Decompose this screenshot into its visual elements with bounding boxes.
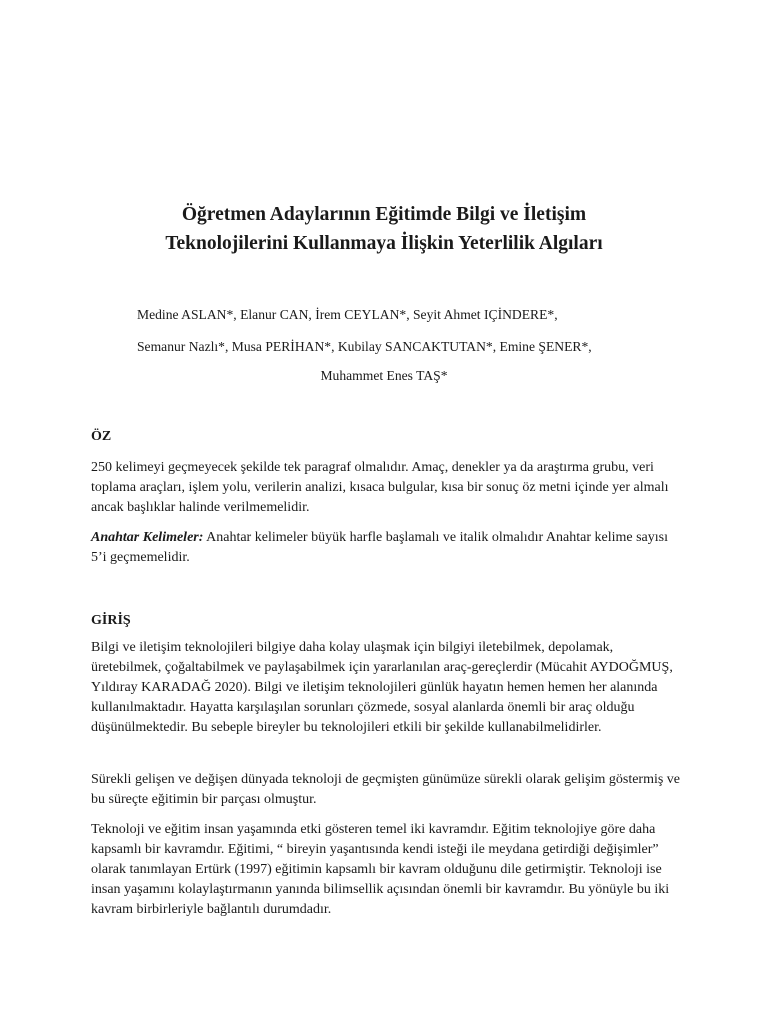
abstract-heading: ÖZ	[91, 429, 112, 444]
paper-title	[60, 200, 708, 258]
intro-paragraph-3: Teknoloji ve eğitim insan yaşamında etki gösteren temel iki kavramdır. Eğitim teknolojiye göre daha kapsamlı bir kavramdır. Eğitimi, “ bireyin yaşantısında kendi isteği ile meydana getirdiği değişimler” olarak tanımlayan Ertürk (1997) eğitimin kapsamlı bir kavram olduğunu dile getirmiştir. Teknoloji ise insan yaşamını kolaylaştırmanın yanında bilimsellik açısından önemli bir kavramdır. Bu yönüyle bu iki kavram birbirleriyle bağlantılı durumdadır.	[91, 822, 670, 917]
authors-line-1: Medine ASLAN*, Elanur CAN, İrem CEYLAN*, Seyit Ahmet IÇİNDERE*,	[137, 307, 558, 322]
authors-line-3: Muhammet Enes TAŞ*	[320, 368, 448, 383]
keywords-label: Anahtar Kelimeler:	[91, 530, 204, 545]
keywords-paragraph	[91, 528, 681, 568]
authors-line-2: Semanur Nazlı*, Musa PERİHAN*, Kubilay SANCAKTUTAN*, Emine ŞENER*,	[137, 339, 592, 354]
keywords-text: Anahtar kelimeler büyük harfle başlamalı ve italik olmalıdır Anahtar kelime sayısı 5’i geçmemelidir.	[91, 530, 668, 565]
title-line-2: Teknolojilerini Kullanmaya İlişkin Yeterlilik Algıları	[165, 233, 603, 254]
intro-paragraph-1: Bilgi ve iletişim teknolojileri bilgiye daha kolay ulaşmak için bilgiyi iletebilmek, depolamak, üretebilmek, çoğaltabilmek ve paylaşabilmek için yararlanılan araç-gereçlerdir (Mücahit AYDOĞMUŞ, Yıldıray KARADAĞ 2020). Bilgi ve iletişim teknolojileri günlük hayatın hemen hemen her alanında kullanılmaktadır. Hayatta karşılaşılan sorunları çözmede, sosyal alanlarda önemli bir araç olduğu düşünülmektedir. Bu sebeple bireyler bu teknolojileri etkili bir şekilde kullanabilmelidirler.	[91, 640, 673, 735]
intro-paragraph-2: Sürekli gelişen ve değişen dünyada teknoloji de geçmişten günümüze sürekli olarak gelişim göstermiş ve bu süreçte eğitimin bir parçası olmuştur.	[91, 772, 681, 807]
intro-heading: GİRİŞ	[91, 613, 131, 628]
abstract-text: 250 kelimeyi geçmeyecek şekilde tek paragraf olmalıdır. Amaç, denekler ya da araştırma grubu, veri toplama araçları, işlem yolu, verilerin analizi, kısaca bulgular, kısa bir sonuç öz metni içinde yer almalı ancak başlıklar halinde verilmemelidir.	[91, 460, 669, 515]
title-line-1: Öğretmen Adaylarının Eğitimde Bilgi ve İletişim	[181, 204, 587, 225]
